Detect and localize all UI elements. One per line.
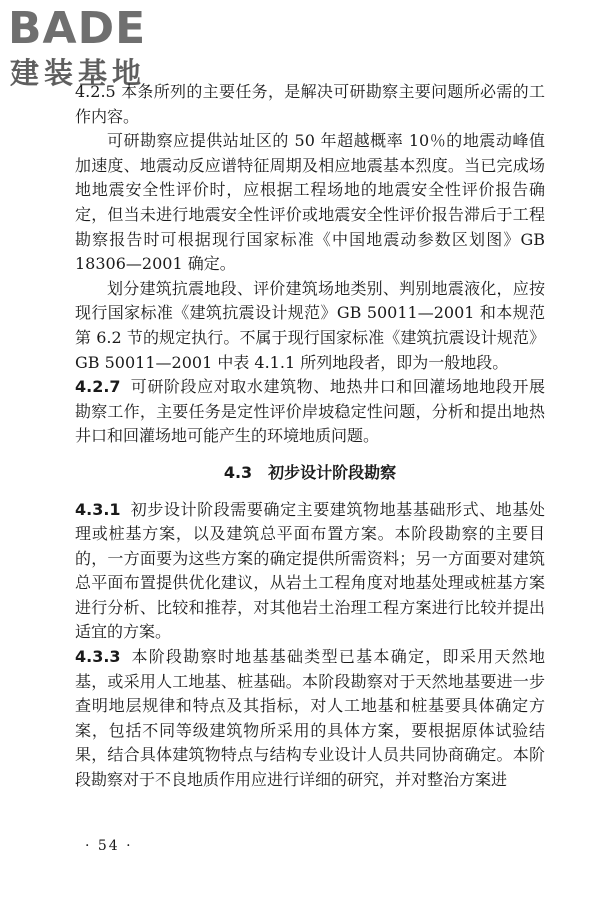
clause-number: 4.3.1 <box>75 499 121 519</box>
clause-number: 4.2.7 <box>75 377 121 397</box>
clause-4-3-1 <box>75 498 545 646</box>
clause-text: 初步设计阶段需要确定主要建筑物地基基础形式、地基处理或桩基方案，以及建筑总平面布置方案。本阶段勘察的主要目的，一方面要为这些方案的确定提供所需资料；另一方面要对建筑总平面布置提供优化建议，从岩土工程角度对地基处理或桩基方案进行分析、比较和推荐，对其他岩土治理工程方案进行比较并提出适宜的方案。 <box>75 499 545 642</box>
paragraph-4-2-5: 4.2.5 本条所列的主要任务，是解决可研勘察主要问题所必需的工作内容。 <box>75 82 545 126</box>
clause-4-3-3 <box>75 645 545 793</box>
clause-text: 本阶段勘察时地基基础类型已基本确定，即采用天然地基，或采用人工地基、桩基础。本阶段勘察对于天然地基要进一步查明地层规律和特点及其指标，对人工地基和桩基要具体确定方案，包括不同等级建筑物所采用的具体方案，要根据原体试验结果，结合具体建筑物特点与结构专业设计人员共同协商确定。本阶段勘察对于不良地质作用应进行详细的研究，并对整治方案进 <box>75 647 545 790</box>
clause-number: 4.3.3 <box>75 647 121 667</box>
clause-text: 可研阶段应对取水建筑物、地热井口和回灌场地地段开展勘察工作，主要任务是定性评价岸坡稳定性问题，分析和提出地热井口和回灌场地可能产生的环境地质问题。 <box>75 377 545 446</box>
paragraph-seismic: 可研勘察应提供站址区的 50 年超越概率 10％的地震动峰值加速度、地震动反应谱特征周期及相应地震基本烈度。当已完成场地地震安全性评价时，应根据工程场地的地震安全性评价报告确定，但当未进行地震安全性评价或地震安全性评价报告滞后于工程勘察报告时可根据现行国家标准《中国地震动参数区划图》GB 18306—2001 确定。 <box>75 131 545 274</box>
page-number: · 54 · <box>85 838 133 854</box>
paragraph-site-class: 划分建筑抗震地段、评价建筑场地类别、判别地震液化，应按现行国家标准《建筑抗震设计规范》GB 50011—2001 和本规范第 6.2 节的规定执行。不属于现行国家标准《建筑抗震设计规范》GB 50011—2001 中表 4.1.1 所列地段者，即为一般地段。 <box>75 278 545 372</box>
section-heading: 4.3 初步设计阶段勘察 <box>223 462 397 482</box>
logo-subtitle: 建装基地 <box>10 56 147 90</box>
logo-text: BADE <box>8 3 147 54</box>
clause-4-2-7 <box>75 375 545 449</box>
document-body <box>75 80 545 793</box>
